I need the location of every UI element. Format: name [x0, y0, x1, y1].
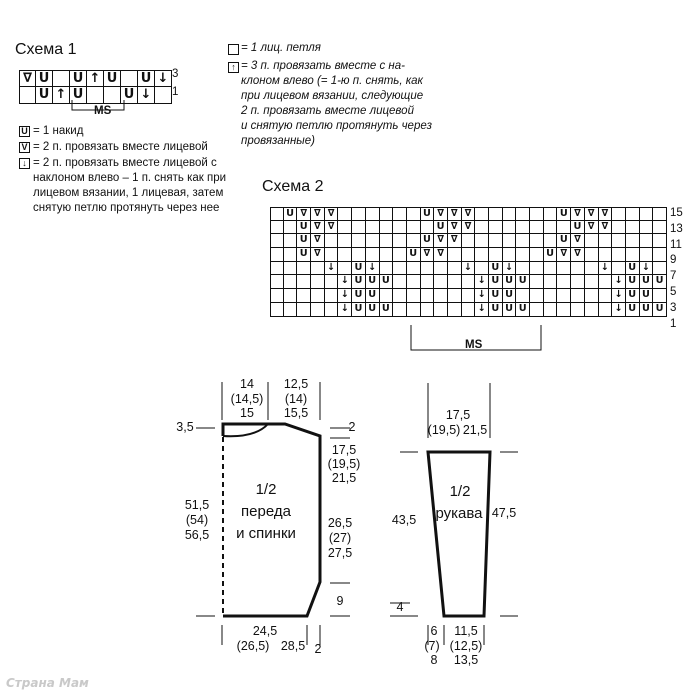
scheme2-row-number: 3 [670, 301, 677, 314]
k2tog-icon: ∇ [311, 234, 325, 248]
yarn-over-icon: U [653, 303, 667, 317]
k2tog-icon: ∇ [448, 234, 462, 248]
yarn-over-icon: U [407, 248, 421, 262]
yarn-over-icon: U [366, 275, 380, 289]
yarn-over-icon: U [503, 275, 517, 289]
yarn-over-icon: U [36, 70, 53, 87]
yarn-over-icon: U [366, 303, 380, 317]
yarn-over-icon: U [380, 303, 394, 317]
yarn-over-icon: U [640, 303, 654, 317]
dim-total-h-3: 56,5 [184, 528, 210, 542]
k2tog-icon: V [19, 142, 30, 153]
ssk-icon: ↓ [338, 303, 352, 317]
yarn-over-icon: U [36, 87, 53, 104]
scheme2-title: Схема 2 [262, 178, 324, 195]
yarn-over-icon: U [297, 234, 311, 248]
scheme2-row-number: 1 [670, 317, 677, 330]
ssk-icon: ↓ [640, 262, 654, 276]
yarn-over-icon: U [571, 221, 585, 235]
yarn-over-icon: U [121, 87, 138, 104]
yarn-over-icon: U [352, 262, 366, 276]
legend1-yarn-over: = 1 накид [33, 125, 84, 137]
dim-top-right-2: (14) [284, 392, 308, 406]
dim-top-left-3: 15 [240, 406, 254, 420]
yarn-over-icon: U [70, 87, 87, 104]
yarn-over-icon: U [626, 262, 640, 276]
yarn-over-icon: U [544, 248, 558, 262]
sleeve-dim-top-3: 21,5 [462, 423, 488, 437]
k2tog-icon: ∇ [557, 248, 571, 262]
k2tog-icon: ∇ [311, 248, 325, 262]
yarn-over-icon: U [626, 303, 640, 317]
sleeve-title-1: 1/2 [449, 483, 471, 500]
sleeve-dim-bottom: 11,5 [454, 624, 478, 638]
k2tog-icon: ∇ [311, 207, 325, 221]
yarn-over-icon: U [516, 275, 530, 289]
k2tog-icon: ∇ [311, 221, 325, 235]
ssk-icon: ↓ [475, 303, 489, 317]
ssk-icon: ↓ [612, 275, 626, 289]
legend1-k2tog: = 2 п. провязать вместе лицевой [33, 141, 208, 153]
scheme2-row-number: 9 [670, 254, 677, 267]
k2tog-icon: ∇ [571, 207, 585, 221]
scheme2-row-number: 15 [670, 207, 683, 219]
k2tog-icon: ∇ [599, 207, 613, 221]
k3tog-left-icon: ↑ [87, 70, 104, 87]
ssk-icon: ↓ [338, 275, 352, 289]
ssk-icon: ↓ [462, 262, 476, 276]
sleeve-title-2: рукава [435, 505, 483, 522]
ssk-icon: ↓ [612, 303, 626, 317]
dim-total-h-2: (54) [185, 513, 209, 527]
yarn-over-icon: U [626, 289, 640, 303]
k2tog-icon: ∇ [448, 221, 462, 235]
yarn-over-icon: U [284, 207, 298, 221]
ssk-icon: ↓ [612, 289, 626, 303]
ssk-icon: ↓ [325, 262, 339, 276]
dim-bottom-w: 24,5 [252, 624, 278, 638]
k3tog-left-icon: ↑ [228, 62, 239, 73]
yarn-over-icon: U [640, 289, 654, 303]
dim-side-h: 26,5 [327, 516, 353, 530]
dim-armhole-3: 21,5 [331, 471, 357, 485]
yarn-over-icon: U [489, 303, 503, 317]
ssk-icon: ↓ [599, 262, 613, 276]
yarn-over-icon: U [352, 275, 366, 289]
scheme2-ms-label: MS [465, 339, 483, 351]
dim-bottom-right: 2 [314, 642, 322, 656]
yarn-over-icon: U [421, 234, 435, 248]
k2tog-icon: ∇ [434, 207, 448, 221]
sleeve-dim-left-h: 43,5 [391, 513, 417, 527]
dim-side-h-2: (27) [328, 531, 352, 545]
sleeve-dim-top-2: (19,5) [427, 423, 461, 437]
yarn-over-icon: U [138, 70, 155, 87]
sleeve-dim-bottom-left: 6 [430, 624, 438, 638]
ssk-icon: ↓ [366, 262, 380, 276]
yarn-over-icon: U [352, 303, 366, 317]
dim-bottom-w-3: 28,5 [280, 639, 306, 653]
dim-top-right-3: 15,5 [283, 406, 309, 420]
yarn-over-icon: U [557, 207, 571, 221]
ssk-icon: ↓ [475, 289, 489, 303]
yarn-over-icon: U [557, 234, 571, 248]
legend1-ssk: = 2 п. провязать вместе лицевой с наклоном влево – 1 п. снять как при лицевом вязании, 1 лицевая, затем снятую петлю протянуть через нее [33, 157, 227, 214]
yarn-over-icon: U [640, 275, 654, 289]
dim-total-h: 51,5 [184, 498, 210, 512]
dim-side-h-3: 27,5 [327, 546, 353, 560]
k2tog-icon: ∇ [421, 248, 435, 262]
dim-right-edge: 2 [348, 420, 356, 434]
yarn-over-icon: U [297, 221, 311, 235]
ssk-icon: ↓ [138, 87, 155, 104]
yarn-over-icon: U [366, 289, 380, 303]
scheme1-row-3: 3 [172, 68, 179, 80]
k2tog-icon: ∇ [434, 234, 448, 248]
dim-top-left: 14 [240, 377, 254, 391]
sleeve-dim-bottom-left-2: (7) [424, 639, 440, 653]
dim-armhole-2: (19,5) [327, 457, 361, 471]
scheme2-row-number: 5 [670, 286, 677, 298]
dim-rib-h: 9 [336, 594, 344, 608]
dim-left-edge: 3,5 [176, 420, 194, 434]
sleeve-dim-top: 17,5 [445, 408, 471, 422]
k2tog-icon: ∇ [448, 207, 462, 221]
dim-armhole: 17,5 [331, 443, 357, 457]
scheme2-row-number: 11 [670, 238, 682, 251]
ssk-icon: ↓ [155, 70, 172, 87]
k2tog-icon: ∇ [434, 248, 448, 262]
ssk-icon: ↓ [503, 262, 517, 276]
k2tog-icon: ∇ [325, 207, 339, 221]
sleeve-dim-rib: 4 [396, 600, 404, 614]
k2tog-icon: ∇ [19, 70, 36, 87]
yarn-over-icon: U [434, 221, 448, 235]
k2tog-icon: ∇ [462, 207, 476, 221]
yarn-over-icon: U [653, 275, 667, 289]
yarn-over-icon: U [421, 207, 435, 221]
yarn-over-icon: U [503, 289, 517, 303]
yarn-over-icon: U [489, 289, 503, 303]
yarn-over-icon: U [104, 70, 121, 87]
legend2-k3tog: = 3 п. провязать вместе с на- клоном влево (= 1-ю п. снять, как при лицевом вязании, следующие 2 п. провязать вместе лицевой и снятую петлю протянуть через провязанные) [241, 60, 432, 147]
yarn-over-icon: U [503, 303, 517, 317]
sleeve-dim-bottom-2: (12,5) [449, 639, 483, 653]
yarn-over-icon: U [19, 126, 30, 137]
yarn-over-icon: U [516, 303, 530, 317]
dim-top-right: 12,5 [283, 377, 309, 391]
dim-top-left-2: (14,5) [230, 392, 264, 406]
k2tog-icon: ∇ [599, 221, 613, 235]
k2tog-icon: ∇ [585, 207, 599, 221]
dim-bottom-w-2: (26,5) [236, 639, 270, 653]
k2tog-icon: ∇ [297, 207, 311, 221]
yarn-over-icon: U [70, 70, 87, 87]
scheme1-title: Схема 1 [15, 41, 77, 58]
sleeve-dim-right-h: 47,5 [491, 506, 517, 520]
k2tog-icon: ∇ [585, 221, 599, 235]
ssk-icon: ↓ [475, 275, 489, 289]
yarn-over-icon: U [352, 289, 366, 303]
scheme2-row-number: 13 [670, 222, 683, 235]
k3tog-left-icon: ↑ [53, 87, 70, 104]
yarn-over-icon: U [380, 275, 394, 289]
scheme1-row-1: 1 [172, 86, 179, 98]
k2tog-icon: ∇ [462, 221, 476, 235]
site-watermark-logo: Страна Мам [6, 676, 89, 690]
yarn-over-icon: U [489, 262, 503, 276]
scheme1-ms-label: MS [94, 105, 112, 117]
k2tog-icon: ∇ [571, 234, 585, 248]
legend2-knit: = 1 лиц. петля [241, 42, 321, 54]
k2tog-icon: ∇ [325, 221, 339, 235]
sleeve-dim-bottom-left-3: 8 [430, 653, 438, 667]
ssk-icon: ↓ [338, 289, 352, 303]
scheme2-row-number: 7 [670, 270, 677, 283]
ssk-icon: ↓ [19, 158, 30, 169]
yarn-over-icon: U [297, 248, 311, 262]
front-back-title-2: переда [241, 503, 291, 520]
k2tog-icon: ∇ [571, 248, 585, 262]
yarn-over-icon: U [626, 275, 640, 289]
yarn-over-icon: U [489, 275, 503, 289]
sleeve-dim-bottom-3: 13,5 [453, 653, 479, 667]
front-back-title-1: 1/2 [255, 481, 277, 498]
front-back-title-3: и спинки [236, 525, 296, 542]
